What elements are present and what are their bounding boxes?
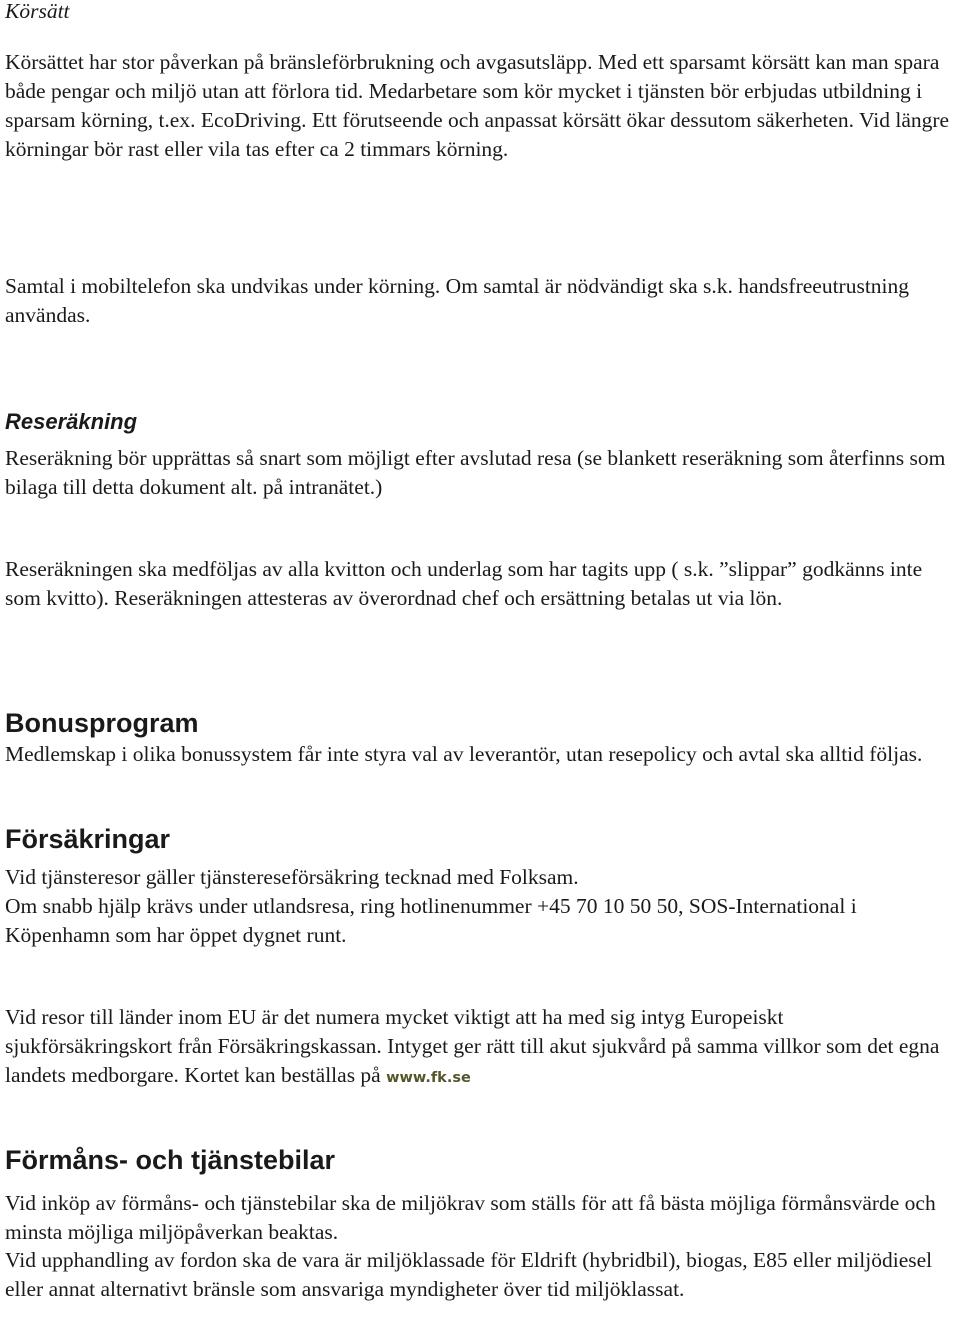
formans-line-2: Vid upphandling av fordon ska de vara är miljöklassade för Eldrift (hybridbil), biogas, E85 eller miljödiesel eller annat alternativt bränsle som ansvariga myndigheter över tid miljöklassat. <box>5 1248 933 1301</box>
bonus-paragraph: Medlemskap i olika bonussystem får inte styra val av leverantör, utan resepolicy och avtal ska alltid följas. <box>5 742 923 766</box>
formans-line-1: Vid inköp av förmåns- och tjänstebilar ska de miljökrav som ställs för att få bästa möjliga förmånsvärde och minsta möjliga miljöpåverkan beaktas. <box>5 1191 936 1244</box>
forsakringar-line-1: Vid tjänsteresor gäller tjänstereseförsäkring tecknad med Folksam. <box>5 865 579 889</box>
forsakringar-line-2: Om snabb hjälp krävs under utlandsresa, ring hotlinenummer +45 70 10 50 50, SOS-International i Köpenhamn som har öppet dygnet runt. <box>5 894 857 947</box>
korsatt-paragraph-1: Körsättet har stor påverkan på bränsleförbrukning och avgasutsläpp. Med ett sparsamt körsätt kan man spara både pengar och miljö utan att förlora tid. Medarbetare som kör mycket i tjänsten bör erbjudas utbildning i sparsam körning, t.ex. EcoDriving. Ett förutseende och anpassat körsätt ökar dessutom säkerheten. Vid längre körningar bör rast eller vila tas efter ca 2 timmars körning. <box>5 50 950 161</box>
section-heading-formansbilar: Förmåns- och tjänstebilar <box>5 1145 336 1175</box>
korsatt-paragraph-2: Samtal i mobiltelefon ska undvikas under körning. Om samtal är nödvändigt ska s.k. handsfreeutrustning användas. <box>5 274 910 327</box>
section-heading-korsatt: Körsätt <box>5 0 70 23</box>
section-heading-forsakringar: Försäkringar <box>5 824 171 854</box>
section-heading-bonusprogram: Bonusprogram <box>5 708 199 738</box>
forsakringar-eu-text: Vid resor till länder inom EU är det numera mycket viktigt att ha med sig intyg Europeiskt sjukförsäkringskort från Försäkringskassan. Intyget ger rätt till akut sjukvård på samma villkor som det egna landets medborgare. Kortet kan beställas på <box>5 1005 940 1087</box>
reserakning-paragraph-2: Reseräkningen ska medföljas av alla kvitton och underlag som har tagits upp ( s.k. ”slippar” godkänns inte som kvitto). Reseräkningen attesteras av överordnad chef och ersättning betalas ut via lön. <box>5 557 923 610</box>
fk-link[interactable]: www.fk.se <box>386 1070 471 1086</box>
reserakning-paragraph-1: Reseräkning bör upprättas så snart som möjligt efter avslutad resa (se blankett reseräkning som återfinns som bilaga till detta dokument alt. på intranätet.) <box>5 446 946 499</box>
forsakringar-paragraph-eu <box>5 1003 955 1093</box>
section-heading-reserakning: Reseräkning <box>5 409 138 434</box>
